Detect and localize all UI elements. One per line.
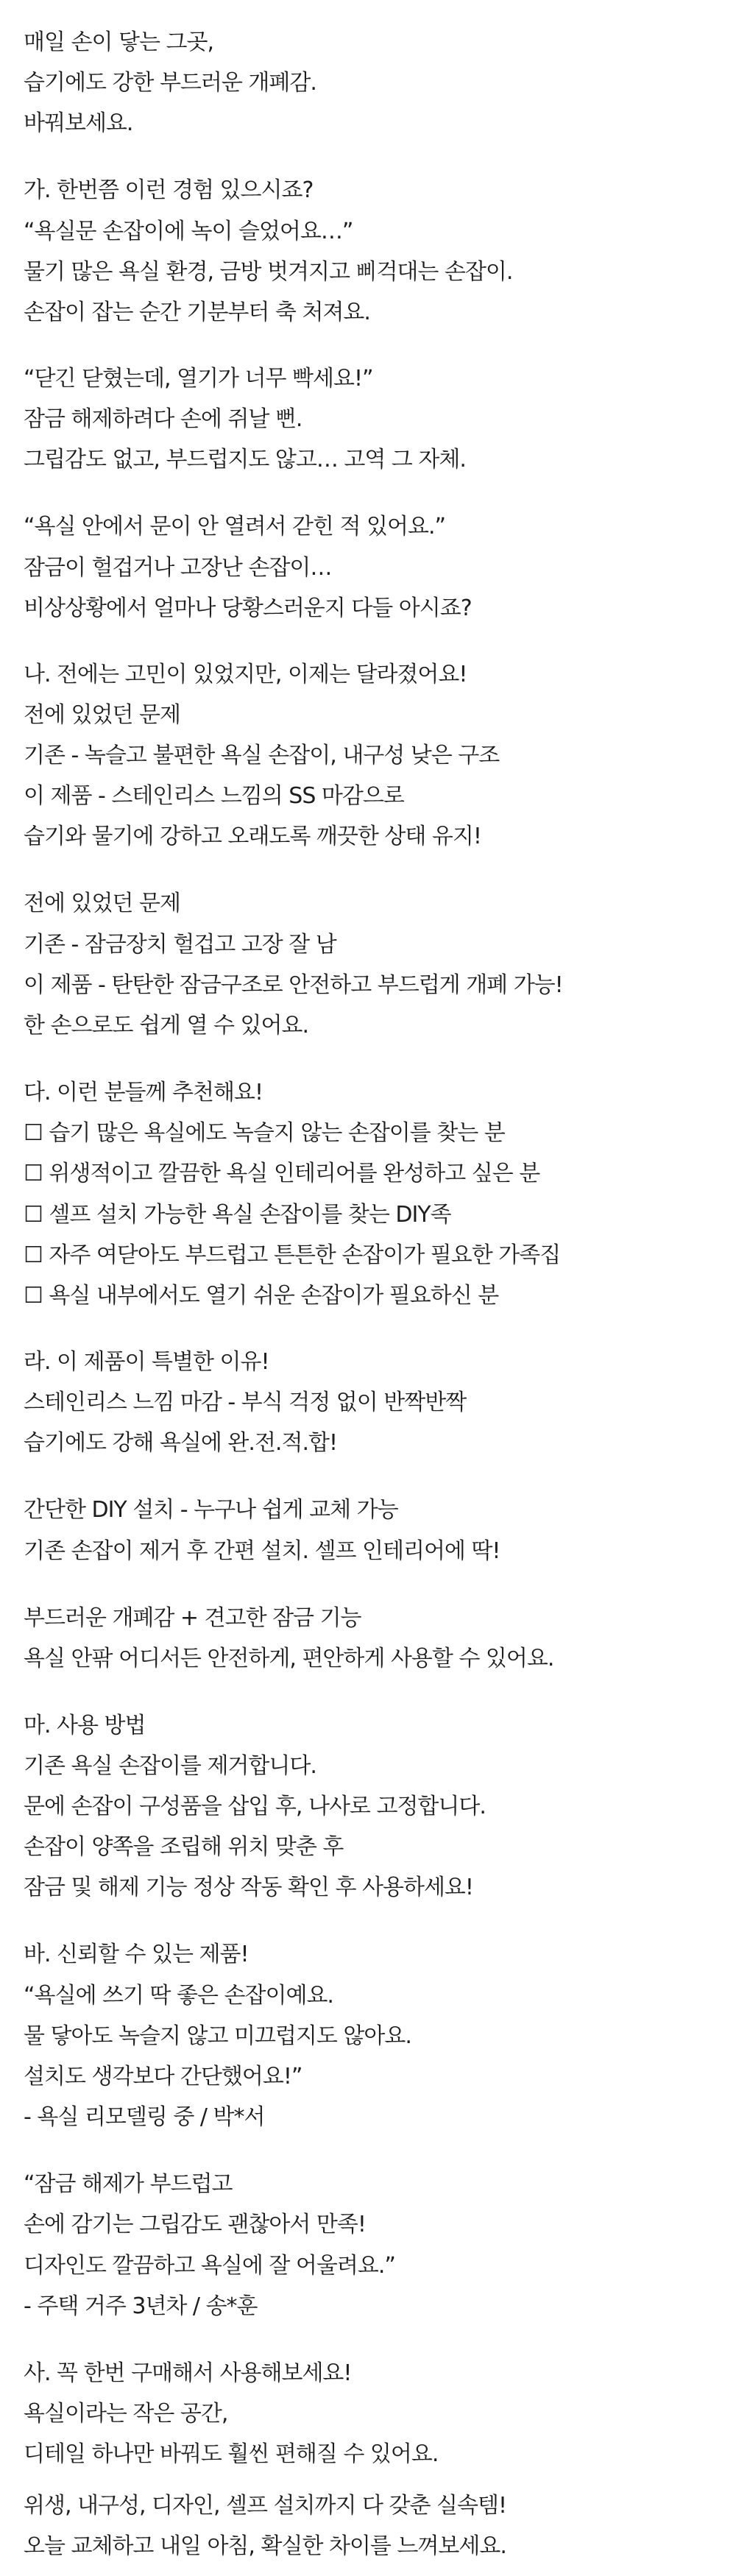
section-heading: 나. 전에는 고민이 있었지만, 이제는 달라졌어요!: [24, 661, 467, 687]
text-line: 습기에도 강한 부드러운 개폐감.: [24, 70, 316, 96]
text-line: 물기 많은 욕실 환경, 금방 벗겨지고 삐걱대는 손잡이.: [24, 258, 513, 285]
text-line: 스테인리스 느낌 마감 - 부식 걱정 없이 반짝반짝: [24, 1390, 467, 1416]
section-heading: 사. 꼭 한번 구매해서 사용해보세요!: [24, 2360, 352, 2386]
text-line: 전에 있었던 문제: [24, 701, 180, 728]
text-line: 이 제품 - 탄탄한 잠금구조로 안전하고 부드럽게 개폐 가능!: [24, 972, 563, 998]
section-heading: 마. 사용 방법: [24, 1712, 146, 1738]
text-line: 간단한 DIY 설치 - 누구나 쉽게 교체 가능: [24, 1497, 398, 1524]
section-heading: 다. 이런 분들께 추천해요!: [24, 1080, 263, 1106]
review-text: “욕실에 쓰기 딱 좋은 손잡이예요.: [24, 1982, 333, 2009]
review-text: 손에 감기는 그립감도 괜찮아서 만족!: [24, 2212, 366, 2238]
text-line: 바꿔보세요.: [24, 110, 133, 137]
text-line: 매일 손이 닿는 그곳,: [24, 29, 213, 55]
text-line: “닫긴 닫혔는데, 열기가 너무 빡세요!”: [24, 365, 373, 392]
text-line: 기존 손잡이 제거 후 간편 설치. 셀프 인테리어에 딱!: [24, 1538, 500, 1564]
review-text: 설치도 생각보다 간단했어요!”: [24, 2064, 302, 2090]
text-line: 위생, 내구성, 디자인, 셀프 설치까지 다 갖춘 실속템!: [24, 2492, 506, 2519]
text-line: 디테일 하나만 바꿔도 훨씬 편해질 수 있어요.: [24, 2441, 439, 2468]
text-line: 기존 - 잠금장치 헐겁고 고장 잘 남: [24, 931, 336, 958]
text-line: “욕실 안에서 문이 안 열려서 갇힌 적 있어요.”: [24, 514, 446, 540]
section-heading: 라. 이 제품이 특별한 이유!: [24, 1348, 269, 1375]
review-author: - 주택 거주 3년차 / 송*훈: [24, 2293, 258, 2319]
text-line: 전에 있었던 문제: [24, 891, 180, 917]
text-line: 기존 욕실 손잡이를 제거합니다.: [24, 1752, 316, 1779]
text-line: 손잡이 잡는 순간 기분부터 축 처져요.: [24, 299, 370, 325]
checklist-item: ☐ 셀프 설치 가능한 욕실 손잡이를 찾는 DIY족: [24, 1201, 451, 1228]
text-line: 문에 손잡이 구성품을 삽입 후, 나사로 고정합니다.: [24, 1794, 486, 1820]
text-line: 오늘 교체하고 내일 아침, 확실한 차이를 느껴보세요.: [24, 2533, 506, 2559]
checklist-item: ☐ 자주 여닫아도 부드럽고 튼튼한 손잡이가 필요한 가족집: [24, 1242, 561, 1268]
text-line: 비상상황에서 얼마나 당황스러운지 다들 아시죠?: [24, 595, 472, 621]
checklist-item: ☐ 습기 많은 욕실에도 녹슬지 않는 손잡이를 찾는 분: [24, 1120, 505, 1147]
section-heading: 바. 신뢰할 수 있는 제품!: [24, 1942, 249, 1968]
review-text: 디자인도 깔끔하고 욕실에 잘 어울려요.”: [24, 2252, 395, 2279]
review-text: 물 닿아도 녹슬지 않고 미끄럽지도 않아요.: [24, 2023, 411, 2049]
text-line: 욕실 안팎 어디서든 안전하게, 편안하게 사용할 수 있어요.: [24, 1645, 554, 1671]
text-line: 한 손으로도 쉽게 열 수 있어요.: [24, 1013, 308, 1039]
review-text: “잠금 해제가 부드럽고: [24, 2171, 233, 2198]
text-line: 잠금 및 해제 기능 정상 작동 확인 후 사용하세요!: [24, 1875, 473, 1901]
text-line: 습기에도 강해 욕실에 완.전.적.합!: [24, 1430, 337, 1457]
text-line: 습기와 물기에 강하고 오래도록 깨끗한 상태 유지!: [24, 824, 481, 850]
section-heading: 가. 한번쯤 이런 경험 있으시죠?: [24, 177, 314, 204]
text-line: 잠금 해제하려다 손에 쥐날 뻔.: [24, 406, 302, 433]
text-line: 부드러운 개폐감 + 견고한 잠금 기능: [24, 1604, 361, 1631]
checklist-item: ☐ 위생적이고 깔끔한 욕실 인테리어를 완성하고 싶은 분: [24, 1161, 540, 1187]
text-line: 이 제품 - 스테인리스 느낌의 SS 마감으로: [24, 783, 404, 810]
checklist-item: ☐ 욕실 내부에서도 열기 쉬운 손잡이가 필요하신 분: [24, 1282, 499, 1309]
review-author: - 욕실 리모델링 중 / 박*서: [24, 2104, 265, 2131]
text-line: “욕실문 손잡이에 녹이 슬었어요…”: [24, 218, 353, 244]
text-line: 그립감도 없고, 부드럽지도 않고… 고역 그 자체.: [24, 447, 466, 473]
text-line: 잠금이 헐겁거나 고장난 손잡이…: [24, 554, 332, 581]
text-line: 기존 - 녹슬고 불편한 욕실 손잡이, 내구성 낮은 구조: [24, 743, 500, 769]
text-line: 손잡이 양쪽을 조립해 위치 맞춘 후: [24, 1834, 344, 1861]
text-line: 욕실이라는 작은 공간,: [24, 2400, 228, 2427]
product-description-text: [24, 0, 715, 2576]
